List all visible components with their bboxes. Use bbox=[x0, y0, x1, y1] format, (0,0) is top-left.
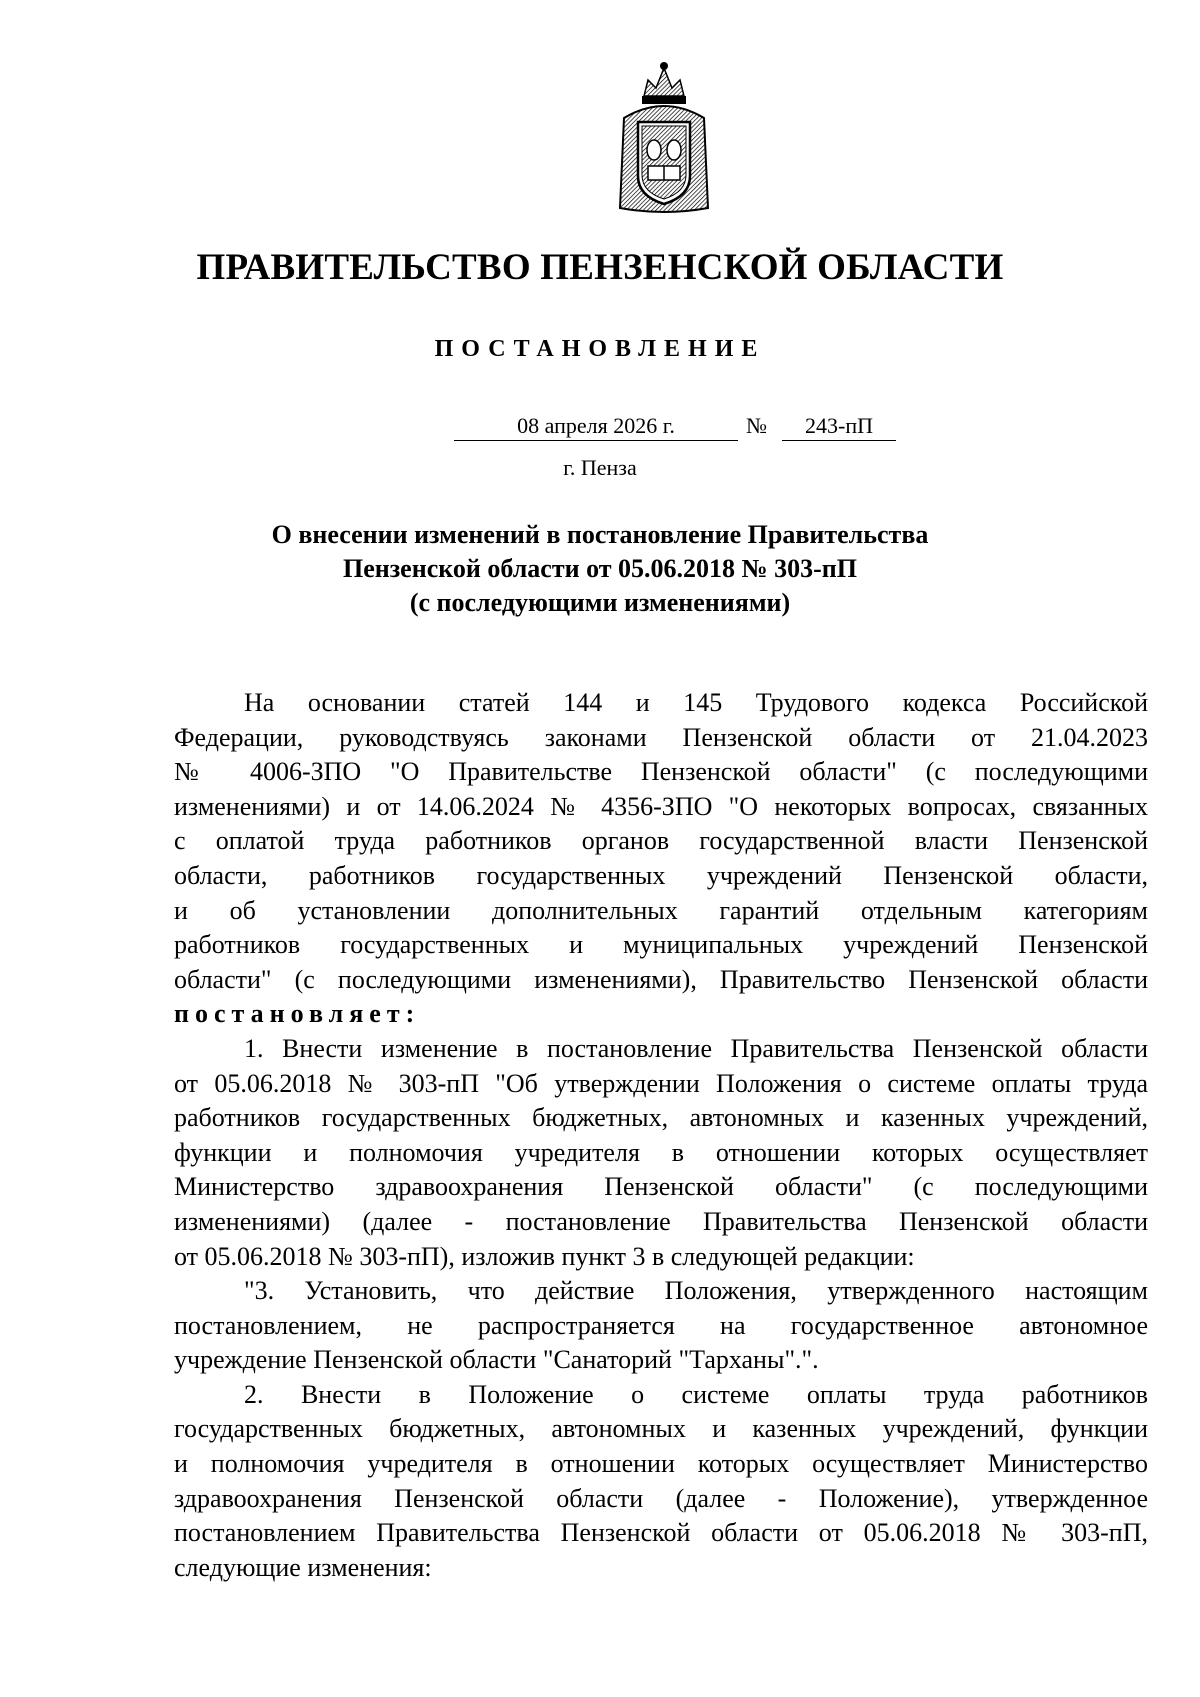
document-city: г. Пенза bbox=[563, 455, 637, 480]
body-line: учреждение Пензенской области "Санаторий "Тарханы".". bbox=[174, 1345, 819, 1375]
body-line: государственных бюджетных, автономных и казенных учреждений, функции bbox=[174, 1414, 1148, 1444]
subject-line: О внесении изменений в постановление Правительства bbox=[271, 520, 929, 549]
body-line: изменениями) и от 14.06.2024 № 4356-ЗПО "О некоторых вопросах, связанных bbox=[174, 791, 1148, 821]
number-sign: № bbox=[746, 413, 767, 438]
document-body bbox=[174, 686, 1148, 1585]
government-title: ПРАВИТЕЛЬСТВО ПЕНЗЕНСКОЙ ОБЛАСТИ bbox=[196, 247, 1004, 288]
body-line: "3. Установить, что действие Положения, утвержденного настоящим bbox=[244, 1276, 1148, 1306]
body-line: № 4006-ЗПО "О Правительстве Пензенской области" (с последующими bbox=[174, 757, 1148, 787]
body-line: функции и полномочия учредителя в отношении которых осуществляет bbox=[174, 1137, 1148, 1167]
body-line: 1. Внести изменение в постановление Правительства Пензенской области bbox=[244, 1033, 1148, 1063]
date-number-line bbox=[0, 412, 1200, 446]
body-line: и полномочия учредителя в отношении которых осуществляет Министерство bbox=[174, 1449, 1148, 1479]
body-line: области, работников государственных учреждений Пензенской области, bbox=[174, 860, 1148, 890]
subject-line: Пензенской области от 05.06.2018 № 303-пП bbox=[342, 554, 858, 583]
body-line: от 05.06.2018 № 303-пП "Об утверждении Положения о системе оплаты труда bbox=[174, 1068, 1148, 1098]
body-line: изменениями) (далее - постановление Правительства Пензенской области bbox=[174, 1206, 1148, 1236]
body-line: от 05.06.2018 № 303-пП), изложив пункт 3 в следующей редакции: bbox=[174, 1241, 915, 1271]
document-type: ПОСТАНОВЛЕНИЕ bbox=[434, 336, 766, 362]
body-line: области" (с последующими изменениями), Правительство Пензенской области bbox=[174, 964, 1148, 994]
resolves-word: постановляет: bbox=[174, 999, 421, 1029]
document-number: 243-пП bbox=[782, 412, 896, 441]
body-line: Федерации, руководствуясь законами Пензенской области от 21.04.2023 bbox=[174, 722, 1148, 752]
body-line: работников государственных и муниципальных учреждений Пензенской bbox=[174, 930, 1148, 960]
body-line: постановлением, не распространяется на государственное автономное bbox=[174, 1310, 1148, 1340]
body-line: Министерство здравоохранения Пензенской области" (с последующими bbox=[174, 1172, 1148, 1202]
coat-of-arms-emblem bbox=[604, 58, 724, 218]
body-line: работников государственных бюджетных, автономных и казенных учреждений, bbox=[174, 1103, 1148, 1133]
body-line: здравоохранения Пензенской области (далее - Положение), утвержденное bbox=[174, 1483, 1148, 1513]
body-line: На основании статей 144 и 145 Трудового кодекса Российской bbox=[244, 688, 1148, 717]
document-subject bbox=[200, 518, 1000, 620]
body-line: 2. Внести в Положение о системе оплаты труда работников bbox=[244, 1379, 1148, 1409]
body-line: следующие изменения: bbox=[174, 1552, 432, 1582]
document-date: 08 апреля 2026 г. bbox=[454, 412, 738, 441]
body-line: постановлением Правительства Пензенской области от 05.06.2018 № 303-пП, bbox=[174, 1518, 1148, 1548]
body-line: и об установлении дополнительных гарантий отдельным категориям bbox=[174, 895, 1148, 925]
subject-line: (с последующими изменениями) bbox=[409, 588, 791, 617]
body-line: с оплатой труда работников органов государственной власти Пензенской bbox=[174, 826, 1148, 856]
